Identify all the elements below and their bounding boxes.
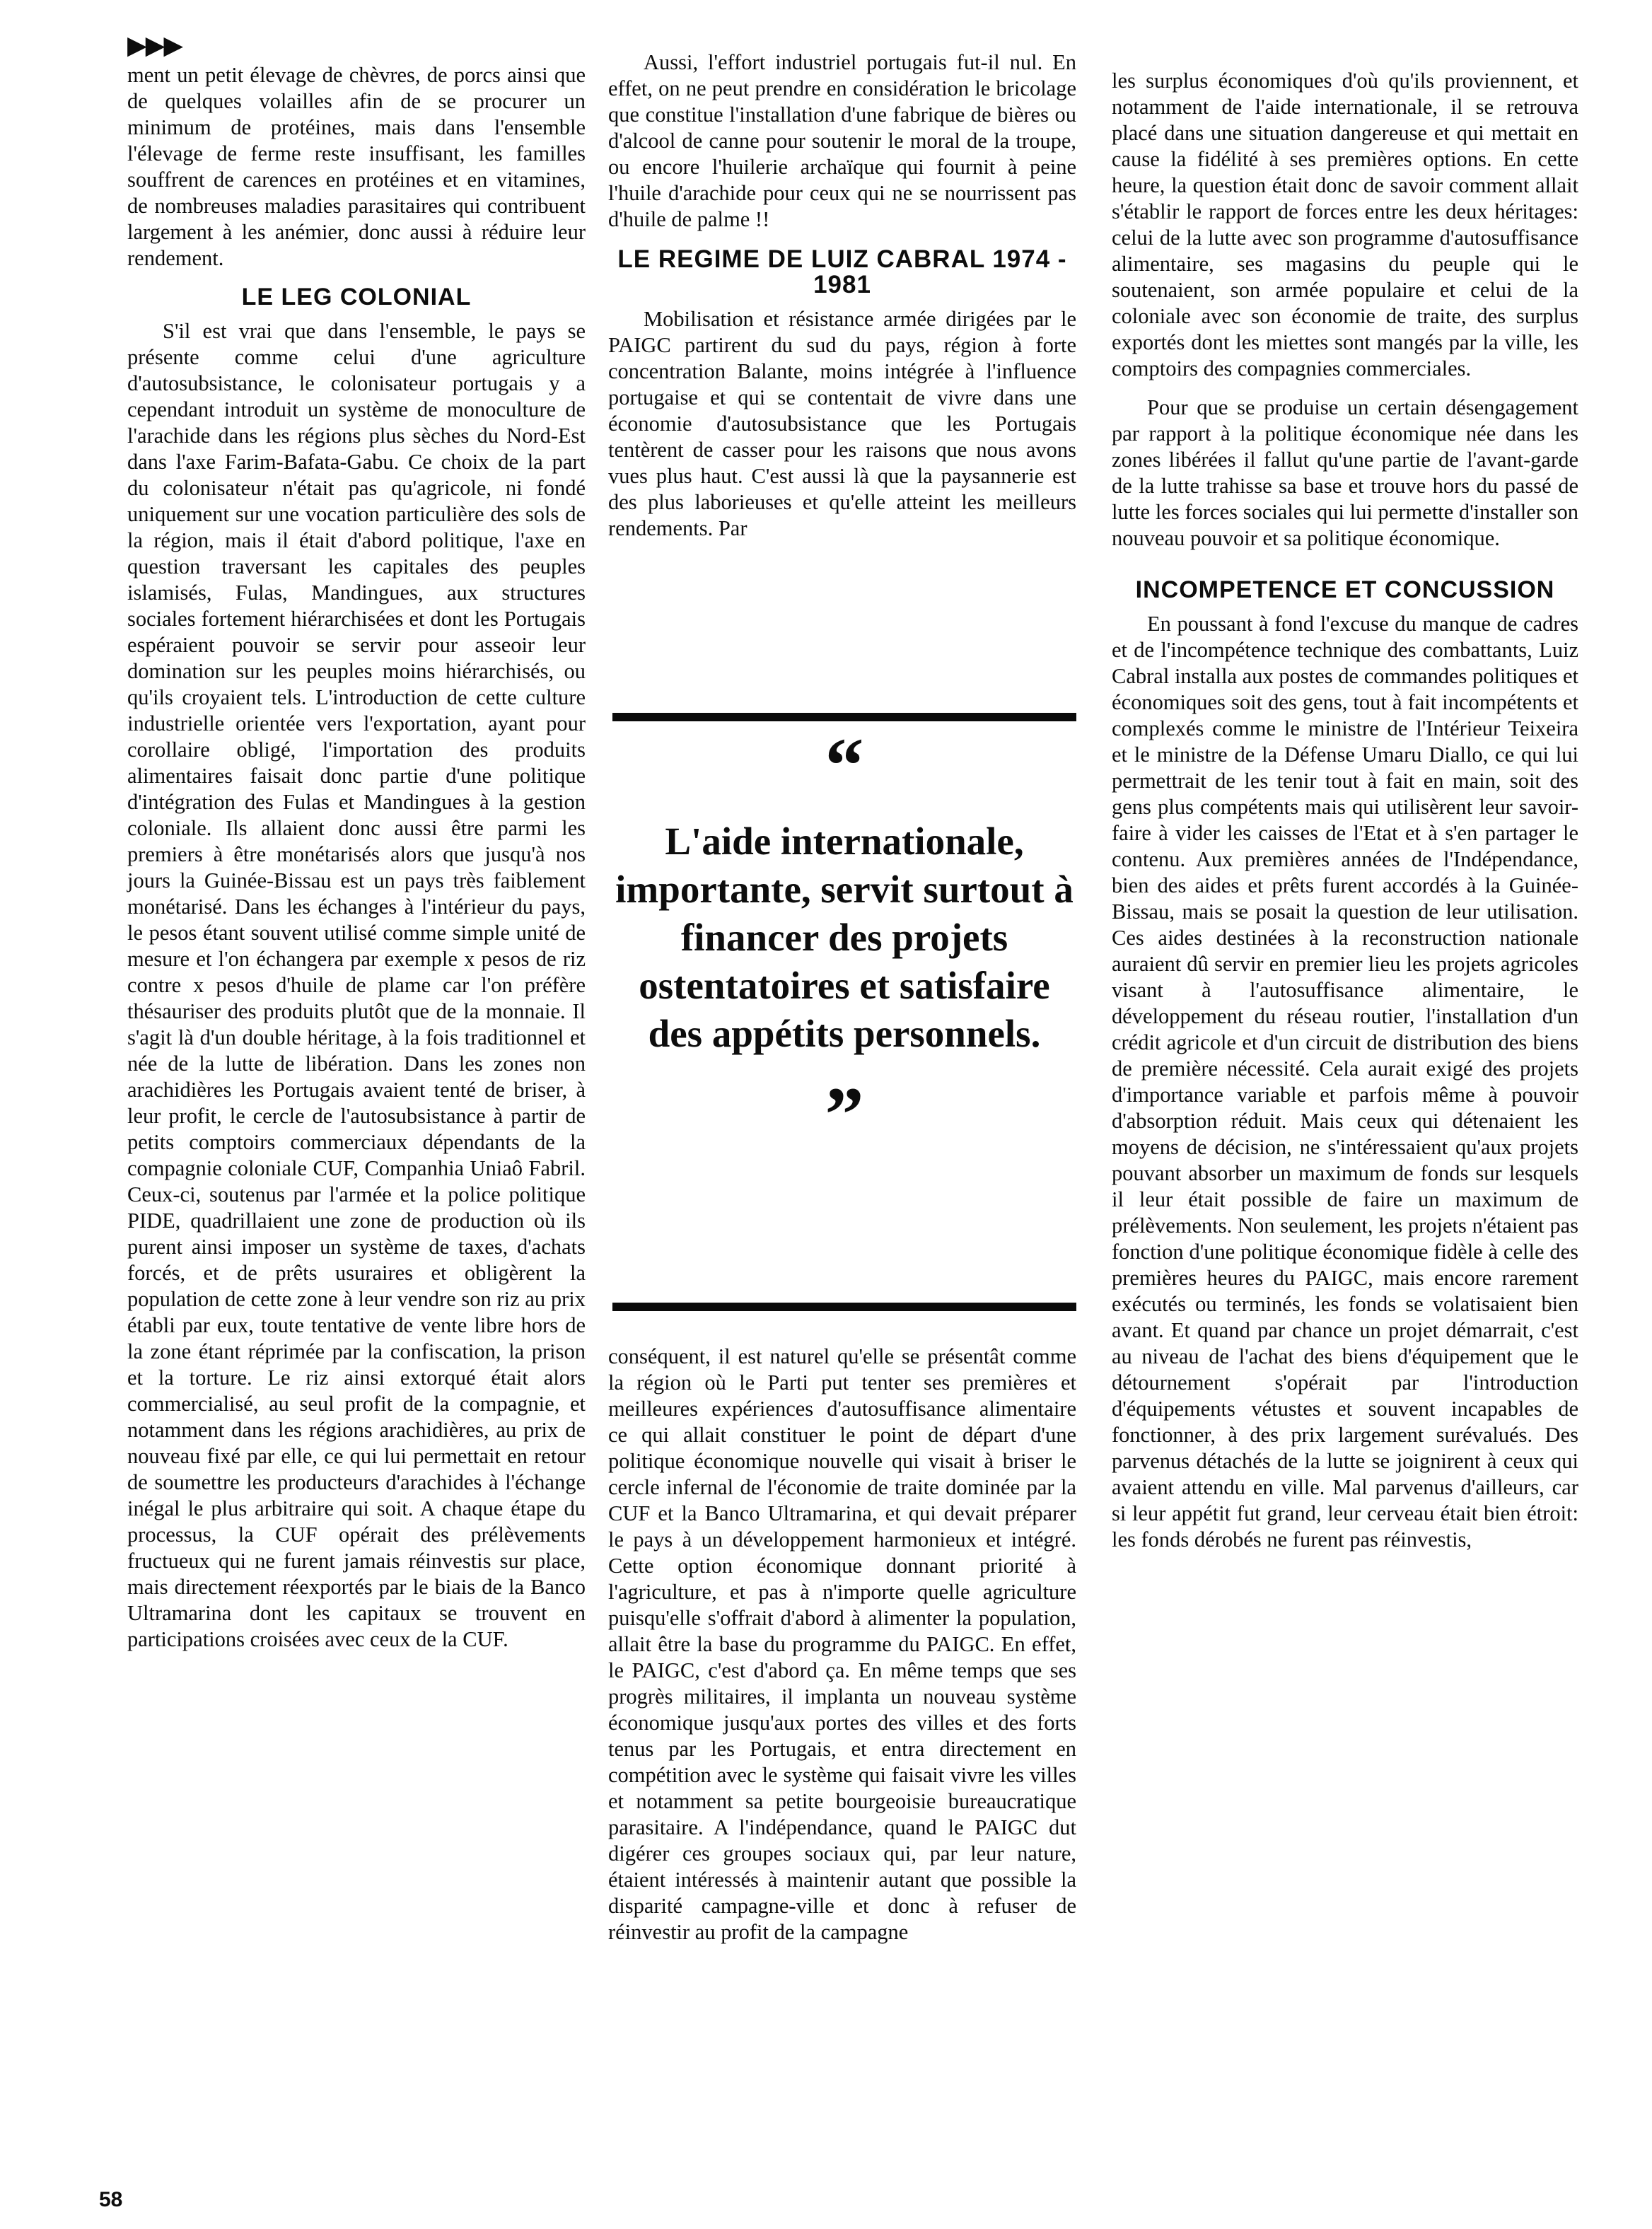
open-quote-mark: “ (825, 722, 864, 808)
paragraph: S'il est vrai que dans l'ensemble, le pays se présente comme celui d'une agriculture d'autosubsistance, le colonisateur portugais y a cependant introduit un système de monoculture de l'arachide dans les régions plus sèches du Nord-Est dans l'axe Farim-Bafata-Gabu. Ce choix de la part du colonisateur n'était pas qu'agricole, ni fondé uniquement sur une vocation particulière des sols de la région, mais il était d'abord politique, l'axe en question traversant les capitales des peuples islamisés, Fulas, Mandingues, aux structures sociales fortement hiérarchisées et dont les Portugais espéraient pouvoir se servir pour asseoir leur domination sur les peuples moins hiérarchisés, ou qu'ils croyaient tels. L'introduction de cette culture industrielle orientée vers l'exportation, ayant pour corollaire obligé, l'importation des produits alimentaires faisait donc partie d'une politique d'intégration des Fulas et Mandingues à la gestion coloniale. Ils allaient donc aussi être parmi les premiers à être monétarisés alors que jusqu'à nos jours la Guinée-Bissau est un pays très faiblement monétarisé. Dans les échanges à l'intérieur du pays, le pesos étant souvent utilisé comme simple unité de mesure et l'on échangera par exemple x pesos de riz contre x pesos d'huile de plame car l'on préfère thésauriser des produits plutôt que de la monnaie. Il s'agit là d'un double héritage, à la fois traditionnel et née de la lutte de libération. Dans les zones non arachidières les Portugais avaient tenté de briser, à leur profit, le cercle de l'autosubsistance à partir de petits comptoirs commerciaux dépendants de la compagnie coloniale CUF, Companhia Uniaô Fabril. Ceux-ci, soutenus par l'armée et la police politique PIDE, quadrillaient une zone de production où ils purent ainsi imposer un système de taxes, d'achats forcés, et de prêts usuraires et obligèrent la population de cette zone à leur vendre son riz au prix établi par eux, toute tentative de vente libre hors de la zone étant réprimée par la confiscation, la prison et la torture. Le riz ainsi extorqué était alors commercialisé, au seul profit de la compagnie, et notamment dans les régions arachidières, au prix de nouveau fixé par elle, ce qui lui permettait en retour de soumettre les producteurs d'arachides à l'échange inégal le plus arbitraire qui soit. A chaque étape du processus, la CUF opérait des prélèvements fructueux qui ne furent jamais réinvestis sur place, mais directement réexportés par le biais de la Banco Ultramarina dont les capitaux se trouvent en participations croisées avec ceux de la CUF. (127, 319, 586, 1651)
column-2-top (608, 50, 1076, 542)
paragraph: En poussant à fond l'excuse du manque de cadres et de l'incompétence technique des combattants, Luiz Cabral installa aux postes de commandes politiques et économiques soit des gens, tout à fait incompétents et complexés comme le ministre de l'Intérieur Teixeira et le ministre de la Défense Umaru Diallo, ce qui lui permettrait de les tenir tout à fait en main, soit des gens plus compétents mais qui utilisèrent leur savoir-faire à vider les caisses de l'Etat et à s'en partager le contenu. Aux premières années de l'Indépendance, bien des aides et prêts furent accordés à la Guinée-Bissau, mais se posait la question de leur utilisation. Ces aides destinées à la reconstruction nationale auraient dû servir en premier lieu les projets agricoles visant à l'autosuffisance alimentaire, le développement du réseau routier, l'installation d'un crédit agricole et d'un circuit de distribution des biens de première nécessité. Cela aurait exigé des projets d'importance variable et parfois même à pouvoir d'absorption réduit. Mais ceux qui détenaient les moyens de décision, ne s'intéressaient qu'aux projets pouvant absorber un maximum de fonds sur lesquels il leur était possible de faire un maximum de prélèvements. Non seulement, les projets n'étaient pas fonction d'une politique économique fidèle à celle des premières heures du PAIGC, mais encore rarement exécutés ou terminés, les fonds se volatisaient bien avant. Et quand par chance un projet démarrait, c'est au niveau de l'achat des biens d'équipement que le détournement s'opérait par l'introduction d'équipements vétustes et souvent incapables de fonctionner, à des prix largement surévalués. Des parvenus détachés de la lutte se joignirent à ceux qui avaient attendu en ville. Mal parvenus d'ailleurs, car si leur appétit fut grand, leur cerveau était bien étroit: les fonds dérobés ne furent pas réinvestis, (1112, 612, 1578, 1552)
section-heading-incompetence: INCOMPETENCE ET CONCUSSION (1135, 576, 1555, 603)
paragraph: ment un petit élevage de chèvres, de porcs ainsi que de quelques volailles afin de se procurer un minimum de protéines, mais dans l'ensemble l'élevage de ferme reste insuffisant, les familles souffrent de carences en protéines et en vitamines, de nombreuses maladies parasitaires qui contribuent largement à les anémier, donc aussi à réduire leur rendement. (127, 63, 586, 270)
section-heading-leg-colonial: LE LEG COLONIAL (241, 284, 472, 310)
paragraph: conséquent, il est naturel qu'elle se présentât comme la région où le Parti put tenter ses premières et meilleures expériences d'autosuffisance alimentaire ce qui allait constituer le point de départ d'une politique économique nouvelle qui visait à briser le cercle infernal de l'économie de traite dominée par la CUF et la Banco Ultramarina, et qui devait préparer le pays à un développement harmonieux et intégré. Cette option économique donnant priorité à l'agriculture, et pas à n'importe quelle agriculture puisqu'elle s'offrait d'abord à alimenter la population, allait être la base du programme du PAIGC. En effet, le PAIGC, c'est d'abord ça. En même temps que ses progrès militaires, il implanta un nouveau système économique jusqu'aux portes des villes et des forts tenus par les Portugais, et entra directement en compétition avec le système qui faisait vivre les villes et notamment sa petite bourgeoisie bureaucratique parasitaire. A l'indépendance, quand le PAIGC dut digérer ces groupes sociaux qui, par leur nature, étaient intéressés à maintenir autant que possible la disparité campagne-ville et donc à refuser de réinvestir au profit de la campagne (608, 1344, 1076, 1944)
paragraph: Aussi, l'effort industriel portugais fut-il nul. En effet, on ne peut prendre en considération le bricolage que constitue l'installation d'une fabrique de bières ou d'alcool de canne pour soutenir le moral de la troupe, ou encore l'huilerie archaïque qui fournit à peine l'huile d'arachide pour ceux qui ne se nourrissent pas d'huile de palme !! (608, 50, 1076, 231)
close-quote-mark: ” (825, 1071, 864, 1158)
paragraph: Pour que se produise un certain désengagement par rapport à la politique économique née dans les zones libérées il fallut qu'une partie de l'avant-garde de la lutte trahisse sa base et trouve hors du passé de lutte les forces sociales qui lui permette d'installer son nouveau pouvoir et sa politique économique. (1112, 395, 1578, 550)
section-heading-regime-luiz-cabral: LE REGIME DE LUIZ CABRAL 1974 - 1981 (617, 245, 1067, 298)
pullquote-bottom-rule (612, 1303, 1076, 1311)
continuation-arrows: ▶▶▶ (127, 31, 182, 60)
page-number: 58 (99, 2188, 123, 2211)
paragraph: Mobilisation et résistance armée dirigées par le PAIGC partirent du sud du pays, région à forte concentration Balante, moins intégrée à l'influence portugaise et qui se contentait de vivre dans une économie d'autosubsistance que les Portugais tentèrent de casser pour les raisons que nous avons vues plus haut. C'est aussi là que la paysannerie est des plus laborieuses et qu'elle atteint les meilleurs rendements. Par (608, 307, 1076, 540)
column-1 (127, 62, 586, 1653)
paragraph: les surplus économiques d'où qu'ils proviennent, et notamment de l'aide internationale, il se retrouva placé dans une situation dangereuse et qui mettait en cause la fidélité à ses premières options. En cette heure, la question était donc de savoir comment allait s'établir le rapport de forces entre les deux héritages: celui de la lutte avec son programme d'autosuffisance alimentaire, ses magasins du peuple qui le soutenaient, son armée populaire et celui de la coloniale avec son économie de traite, des surplus exportés dont les miettes sont mangés par la ville, les comptoirs des compagnies commerciales. (1112, 69, 1578, 380)
column-3 (1112, 68, 1578, 1553)
pullquote-text: L'aide internationale, importante, servit surtout à financer des projets ostentatoires et satisfaire des appétits personnels. (615, 820, 1074, 1055)
pullquote (612, 722, 1076, 1158)
column-2-bottom (608, 1344, 1076, 1945)
pullquote-top-rule (612, 713, 1076, 721)
